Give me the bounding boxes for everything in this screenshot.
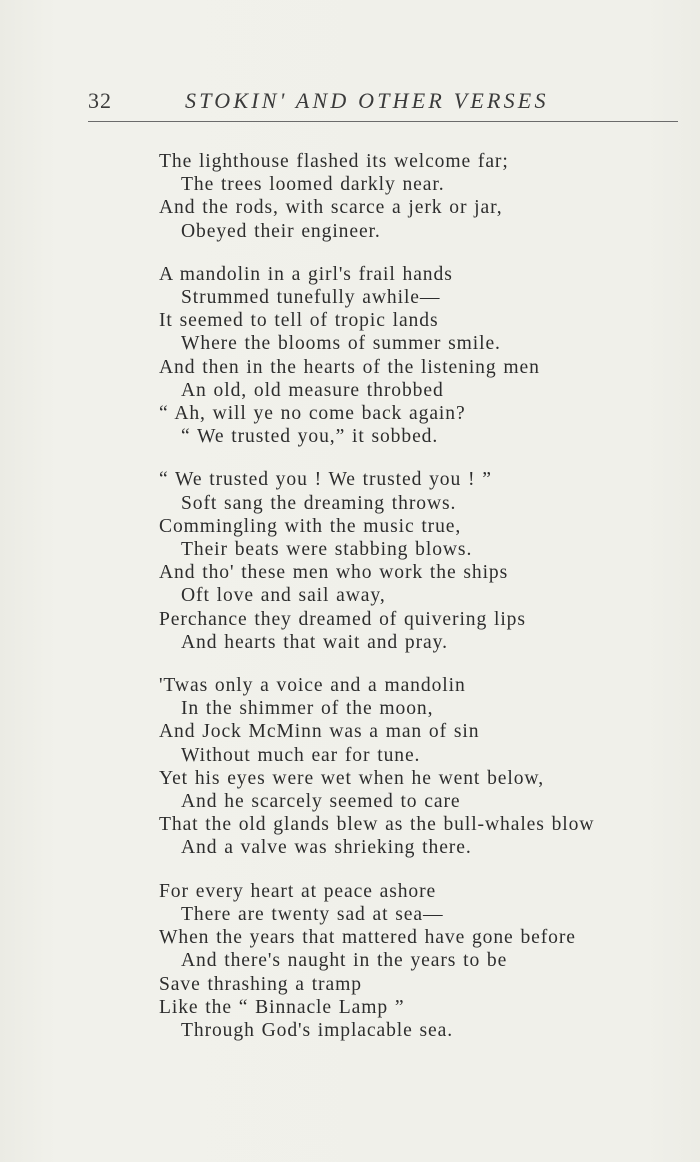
- poem-line: Without much ear for tune.: [181, 744, 421, 766]
- stanza: [159, 880, 689, 1042]
- poem-line: Where the blooms of summer smile.: [181, 333, 501, 355]
- poem-line: That the old glands blew as the bull-whales blow: [159, 814, 595, 836]
- poem-line: Perchance they dreamed of quivering lips: [159, 608, 526, 630]
- poem-line: Oft love and sail away,: [181, 585, 386, 607]
- poem-line: “ We trusted you,” it sobbed.: [181, 426, 439, 448]
- poem-line: And hearts that wait and pray.: [181, 631, 448, 653]
- poem-line: And the rods, with scarce a jerk or jar,: [159, 197, 503, 219]
- stanza: [159, 263, 689, 449]
- poem-line: Save thrashing a tramp: [159, 973, 362, 995]
- poem-line: An old, old measure throbbed: [181, 379, 444, 401]
- poem-line: And he scarcely seemed to care: [181, 791, 461, 813]
- poem-line: It seemed to tell of tropic lands: [159, 310, 439, 332]
- page-number: 32: [88, 88, 112, 113]
- poem-line: And Jock McMinn was a man of sin: [159, 721, 480, 743]
- poem-line: And tho' these men who work the ships: [159, 562, 509, 584]
- stanza: [159, 468, 689, 654]
- poem-line: For every heart at peace ashore: [159, 880, 437, 902]
- poem-line: The lighthouse flashed its welcome far;: [159, 151, 509, 172]
- poem-line: “ Ah, will ye no come back again?: [159, 403, 466, 425]
- poem-line: Soft sang the dreaming throws.: [181, 492, 457, 514]
- poem-line: 'Twas only a voice and a mandolin: [159, 675, 466, 697]
- poem-line: Obeyed their engineer.: [181, 220, 381, 242]
- poem-line: Yet his eyes were wet when he went below,: [159, 767, 544, 789]
- running-title: STOKIN' AND OTHER VERSES: [185, 88, 549, 113]
- poem-body: [159, 150, 689, 1062]
- poem-line: And a valve was shrieking there.: [181, 837, 472, 859]
- poem-line: The trees loomed darkly near.: [181, 174, 445, 196]
- stanza: [159, 674, 689, 860]
- poem-line: In the shimmer of the moon,: [181, 698, 434, 720]
- page-header: [88, 88, 678, 114]
- poem-line: There are twenty sad at sea—: [181, 903, 444, 925]
- poem-line: Commingling with the music true,: [159, 515, 462, 537]
- poem-line: A mandolin in a girl's frail hands: [159, 263, 453, 285]
- poem-line: And there's naught in the years to be: [181, 950, 508, 972]
- stanza: [159, 150, 689, 243]
- poem-line: And then in the hearts of the listening men: [159, 356, 540, 378]
- header-rule: [88, 121, 678, 122]
- poem-line: “ We trusted you ! We trusted you ! ”: [159, 469, 492, 491]
- poem-line: Strummed tunefully awhile—: [181, 287, 441, 309]
- poem-line: Like the “ Binnacle Lamp ”: [159, 996, 405, 1018]
- poem-line: Their beats were stabbing blows.: [181, 539, 473, 561]
- poem-line: When the years that mattered have gone before: [159, 927, 576, 949]
- poem-line: Through God's implacable sea.: [181, 1019, 454, 1041]
